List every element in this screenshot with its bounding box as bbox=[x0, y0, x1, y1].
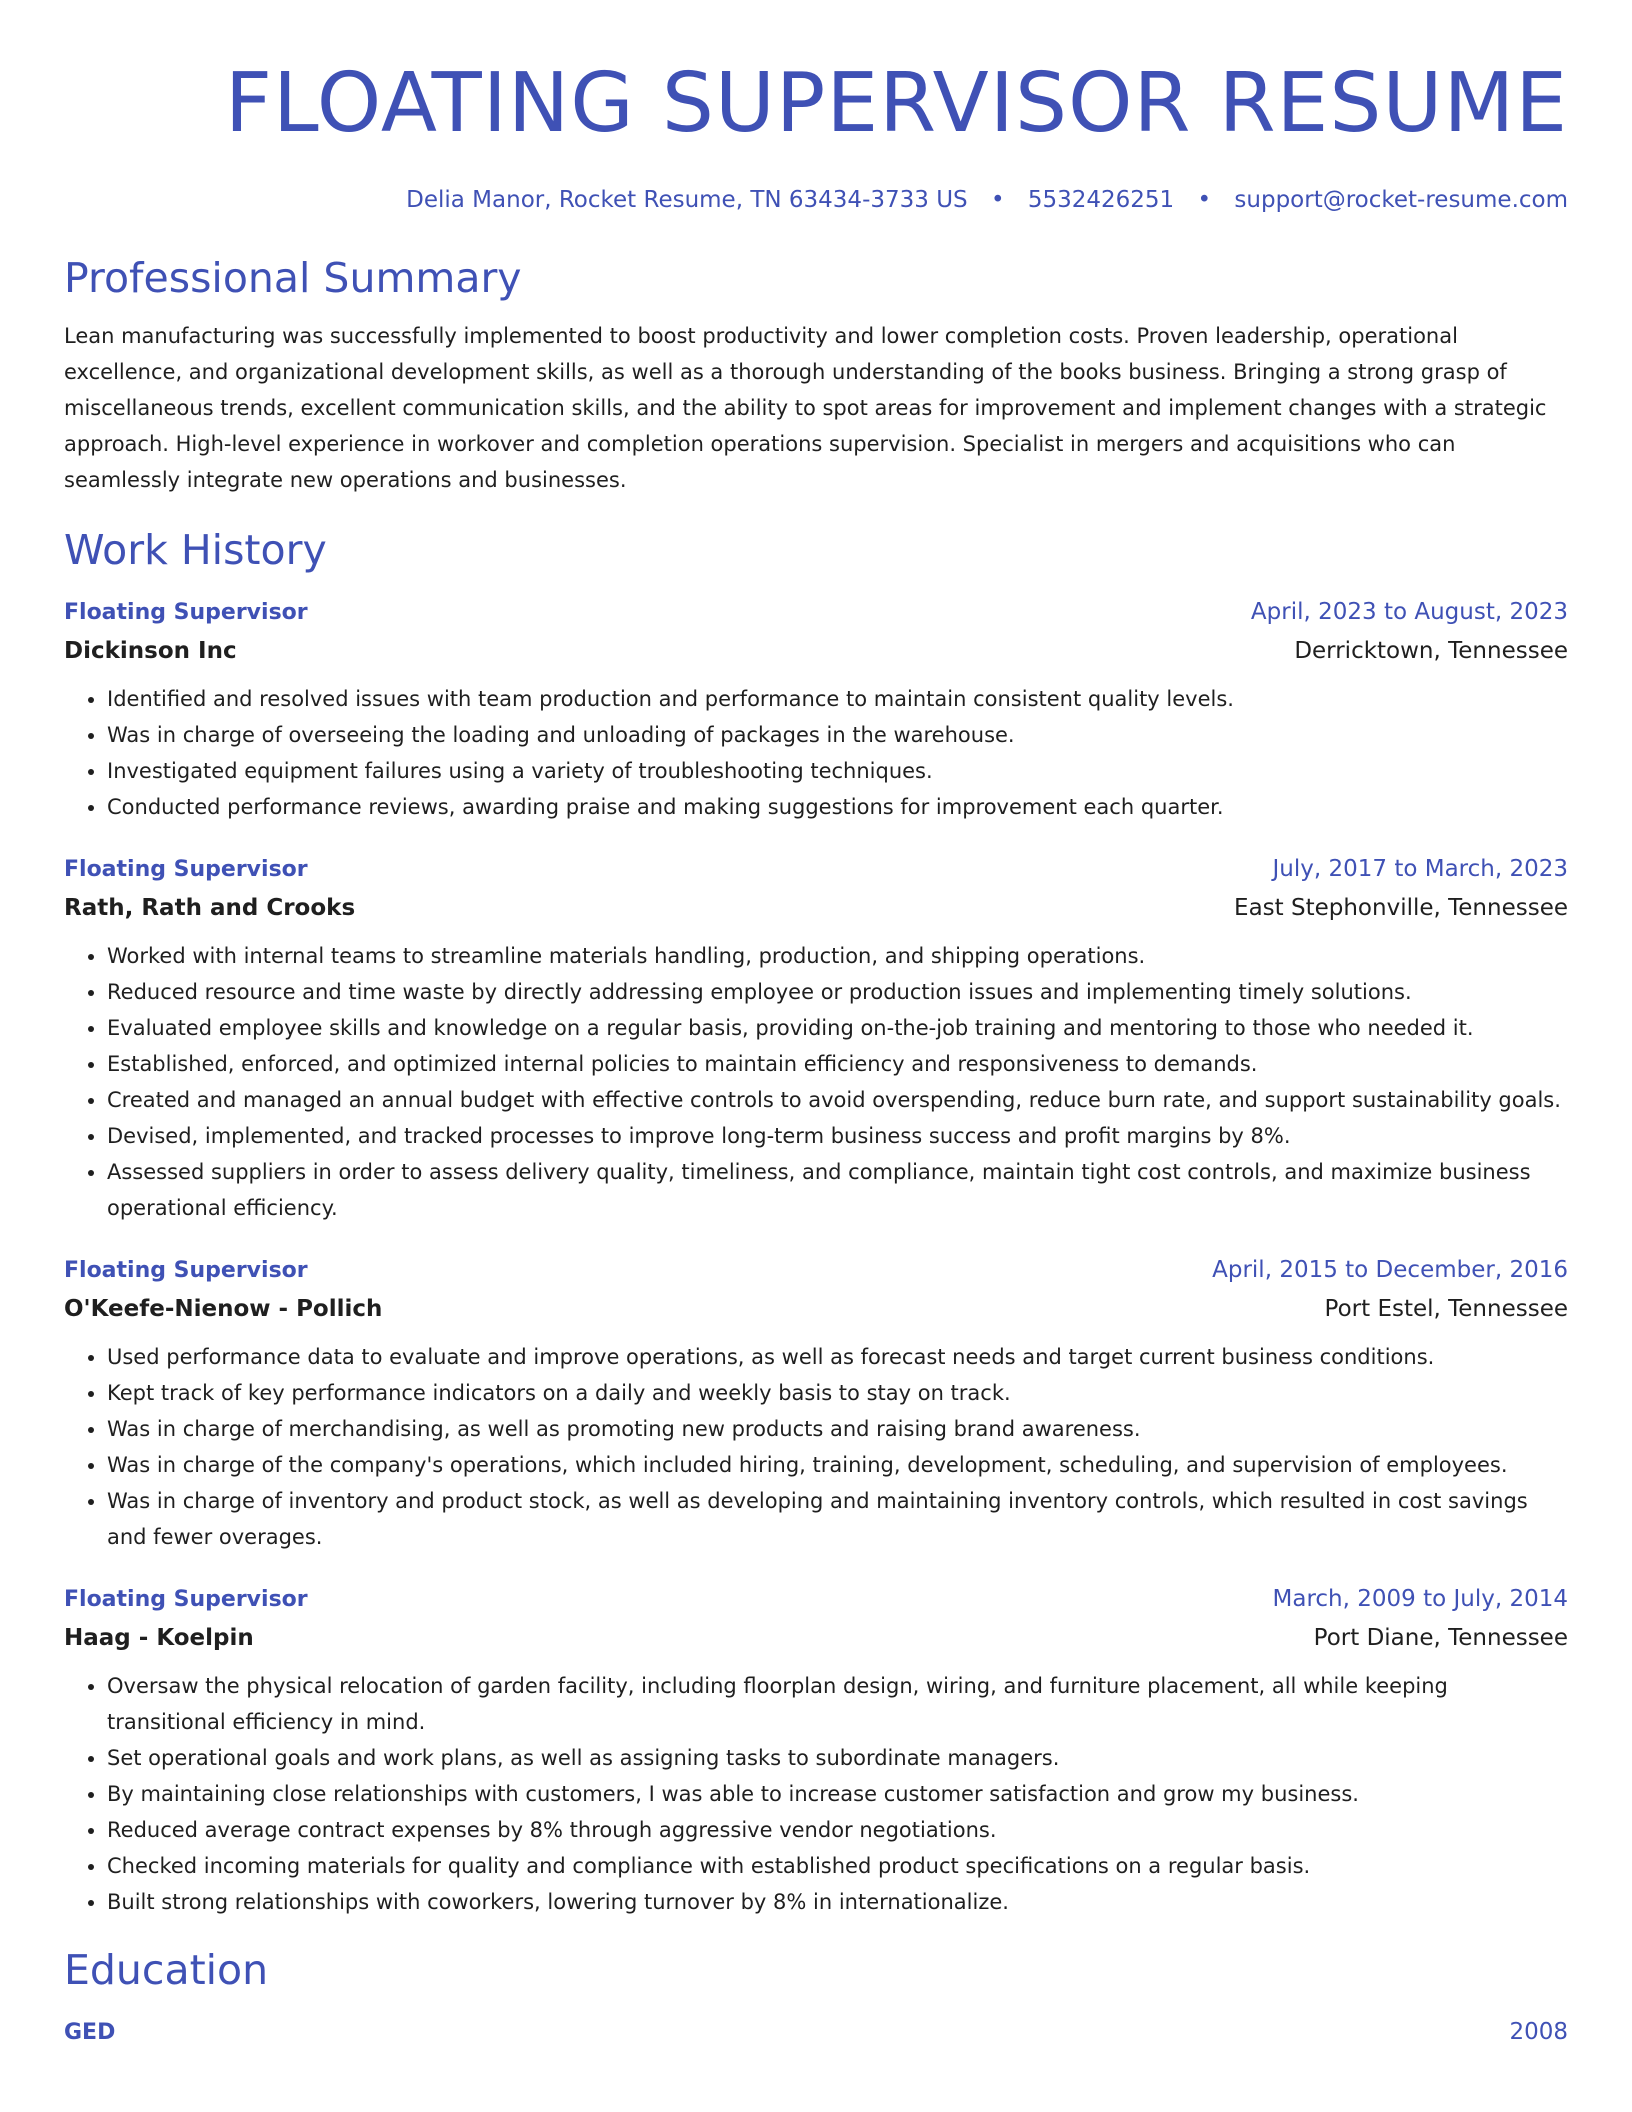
list-item: • Was in charge of merchandising, as well as promoting new products and raising brand awareness. bbox=[107, 1411, 1568, 1447]
list-item: • Worked with internal teams to streamline materials handling, production, and shipping operations. bbox=[107, 938, 1568, 974]
contact-line bbox=[64, 184, 1568, 216]
list-item: • Was in charge of overseeing the loading and unloading of packages in the warehouse. bbox=[107, 717, 1568, 753]
list-item: • Investigated equipment failures using a variety of troubleshooting techniques. bbox=[107, 753, 1568, 789]
list-item: • Devised, implemented, and tracked processes to improve long-term business success and profit margins by 8%. bbox=[107, 1118, 1568, 1154]
job-company: Rath, Rath and Crooks bbox=[64, 895, 356, 921]
job-company: O'Keefe-Nienow - Pollich bbox=[64, 1296, 383, 1322]
list-item: • Checked incoming materials for quality and compliance with established product specifications on a regular basis. bbox=[107, 1848, 1568, 1884]
list-item: • By maintaining close relationships with customers, I was able to increase customer satisfaction and grow my business. bbox=[107, 1776, 1568, 1812]
list-item: • Evaluated employee skills and knowledge on a regular basis, providing on-the-job training and mentoring to those who needed it. bbox=[107, 1010, 1568, 1046]
job-bullets bbox=[64, 1668, 1568, 1920]
list-item: • Created and managed an annual budget with effective controls to avoid overspending, reduce burn rate, and support sustainability goals. bbox=[107, 1082, 1568, 1118]
list-item: • Was in charge of the company's operations, which included hiring, training, development, scheduling, and supervision of employees. bbox=[107, 1447, 1568, 1483]
education-heading: Education bbox=[64, 1946, 269, 1994]
list-item: • Used performance data to evaluate and improve operations, as well as forecast needs and target current business conditions. bbox=[107, 1339, 1568, 1375]
job-location: Derricktown, Tennessee bbox=[1294, 638, 1568, 664]
work-history-heading: Work History bbox=[64, 526, 327, 574]
list-item: • Kept track of key performance indicators on a daily and weekly basis to stay on track. bbox=[107, 1375, 1568, 1411]
job-dates: July, 2017 to March, 2023 bbox=[1272, 856, 1568, 882]
job-location: Port Diane, Tennessee bbox=[1313, 1625, 1568, 1651]
education-degree: GED bbox=[64, 2020, 116, 2045]
job-dates: April, 2015 to December, 2016 bbox=[1212, 1257, 1568, 1283]
job-location: Port Estel, Tennessee bbox=[1324, 1296, 1568, 1322]
list-item: • Reduced resource and time waste by directly addressing employee or production issues and implementing timely solutions. bbox=[107, 974, 1568, 1010]
job-dates: April, 2023 to August, 2023 bbox=[1250, 599, 1568, 625]
job-title: Floating Supervisor bbox=[64, 600, 308, 625]
summary-text: Lean manufacturing was successfully implemented to boost productivity and lower completion costs. Proven leadership, operational excellence, and organizational development skills, as well as a thorough understanding of the books business. Bringing a strong grasp of miscellaneous trends, excellent communication skills, and the ability to spot areas for improvement and implement changes with a strategic approach. High-level experience in workover and completion operations supervision. Specialist in mergers and acquisitions who can seamlessly integrate new operations and businesses. bbox=[64, 324, 1547, 492]
list-item: • Identified and resolved issues with team production and performance to maintain consistent quality levels. bbox=[107, 681, 1568, 717]
job-entry bbox=[64, 596, 1568, 825]
education-year: 2008 bbox=[1509, 2019, 1568, 2045]
list-item: • Conducted performance reviews, awarding praise and making suggestions for improvement each quarter. bbox=[107, 789, 1568, 825]
contact-phone: 5532426251 bbox=[1027, 187, 1175, 213]
job-entry bbox=[64, 853, 1568, 1226]
list-item: • Built strong relationships with coworkers, lowering turnover by 8% in internationalize. bbox=[107, 1884, 1568, 1920]
list-item: • Set operational goals and work plans, as well as assigning tasks to subordinate managers. bbox=[107, 1740, 1568, 1776]
contact-separator: • bbox=[990, 187, 1005, 213]
job-entry bbox=[64, 1254, 1568, 1555]
job-location: East Stephonville, Tennessee bbox=[1234, 895, 1568, 921]
contact-separator: • bbox=[1197, 187, 1212, 213]
job-company: Haag - Koelpin bbox=[64, 1625, 254, 1651]
list-item: • Was in charge of inventory and product stock, as well as developing and maintaining inventory controls, which resulted in cost savings and fewer overages. bbox=[107, 1483, 1568, 1555]
job-bullets bbox=[64, 1339, 1568, 1555]
summary-heading: Professional Summary bbox=[64, 254, 522, 302]
list-item: • Oversaw the physical relocation of garden facility, including floorplan design, wiring, and furniture placement, all while keeping transitional efficiency in mind. bbox=[107, 1668, 1568, 1740]
job-dates: March, 2009 to July, 2014 bbox=[1272, 1586, 1568, 1612]
job-title: Floating Supervisor bbox=[64, 1258, 308, 1283]
list-item: • Reduced average contract expenses by 8% through aggressive vendor negotiations. bbox=[107, 1812, 1568, 1848]
job-company: Dickinson Inc bbox=[64, 638, 237, 664]
list-item: • Assessed suppliers in order to assess delivery quality, timeliness, and compliance, maintain tight cost controls, and maximize business operational efficiency. bbox=[107, 1154, 1568, 1226]
job-bullets bbox=[64, 681, 1568, 825]
list-item: • Established, enforced, and optimized internal policies to maintain efficiency and responsiveness to demands. bbox=[107, 1046, 1568, 1082]
contact-email: support@rocket-resume.com bbox=[1234, 187, 1568, 213]
contact-address: Delia Manor, Rocket Resume, TN 63434-3733 US bbox=[406, 187, 968, 213]
job-title: Floating Supervisor bbox=[64, 1587, 308, 1612]
resume-title: FLOATING SUPERVISOR RESUME bbox=[224, 56, 1568, 151]
job-entry bbox=[64, 1583, 1568, 1920]
job-bullets bbox=[64, 938, 1568, 1226]
resume-page bbox=[64, 0, 1568, 2049]
education-entry bbox=[64, 2016, 1568, 2049]
job-title: Floating Supervisor bbox=[64, 857, 308, 882]
